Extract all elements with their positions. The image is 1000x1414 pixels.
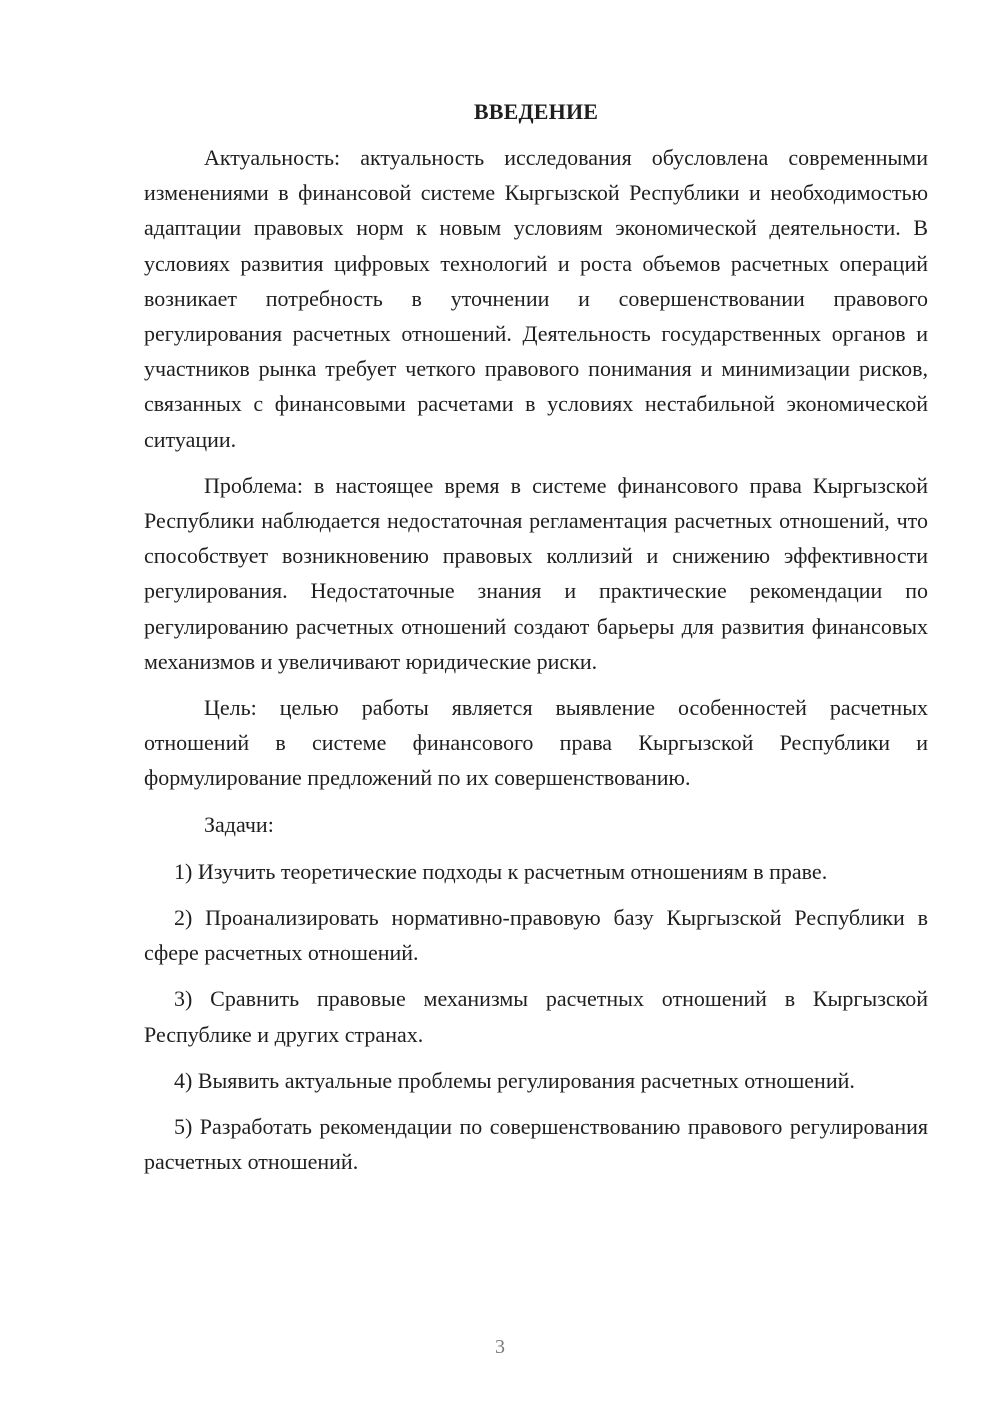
task-item-5: 5) Разработать рекомендации по совершенствованию правового регулирования расчетных отношений. xyxy=(144,1114,928,1175)
page-content xyxy=(144,94,928,1190)
section-title: ВВЕДЕНИЕ xyxy=(473,99,599,124)
task-item-3: 3) Сравнить правовые механизмы расчетных отношений в Кыргызской Республике и других странах. xyxy=(144,986,928,1047)
paragraph-goal: Цель: целью работы является выявление особенностей расчетных отношений в системе финансового права Кыргызской Республики и формулирование предложений по их совершенствованию. xyxy=(144,695,928,791)
tasks-heading: Задачи: xyxy=(204,811,274,837)
paragraph-relevance: Актуальность: актуальность исследования обусловлена современными изменениями в финансовой системе Кыргызской Республики и необходимостью адаптации правовых норм к новым условиям экономической деятельности. В условиях развития цифровых технологий и роста объемов расчетных операций возникает потребность в уточнении и совершенствовании правового регулирования расчетных отношений. Деятельность государственных органов и участников рынка требует четкого правового понимания и минимизации рисков, связанных с финансовыми расчетами в условиях нестабильной экономической ситуации. xyxy=(144,145,928,452)
task-item-1: 1) Изучить теоретические подходы к расчетным отношениям в праве. xyxy=(174,858,828,884)
task-item-4: 4) Выявить актуальные проблемы регулирования расчетных отношений. xyxy=(174,1067,855,1093)
page-number: 3 xyxy=(495,1336,505,1358)
paragraph-problem: Проблема: в настоящее время в системе финансового права Кыргызской Республики наблюдается недостаточная регламентация расчетных отношений, что способствует возникновению правовых коллизий и снижению эффективности регулирования. Недостаточные знания и практические рекомендации по регулированию расчетных отношений создают барьеры для развития финансовых механизмов и увеличивают юридические риски. xyxy=(144,472,928,674)
task-item-2: 2) Проанализировать нормативно-правовую базу Кыргызской Республики в сфере расчетных отношений. xyxy=(144,905,928,966)
